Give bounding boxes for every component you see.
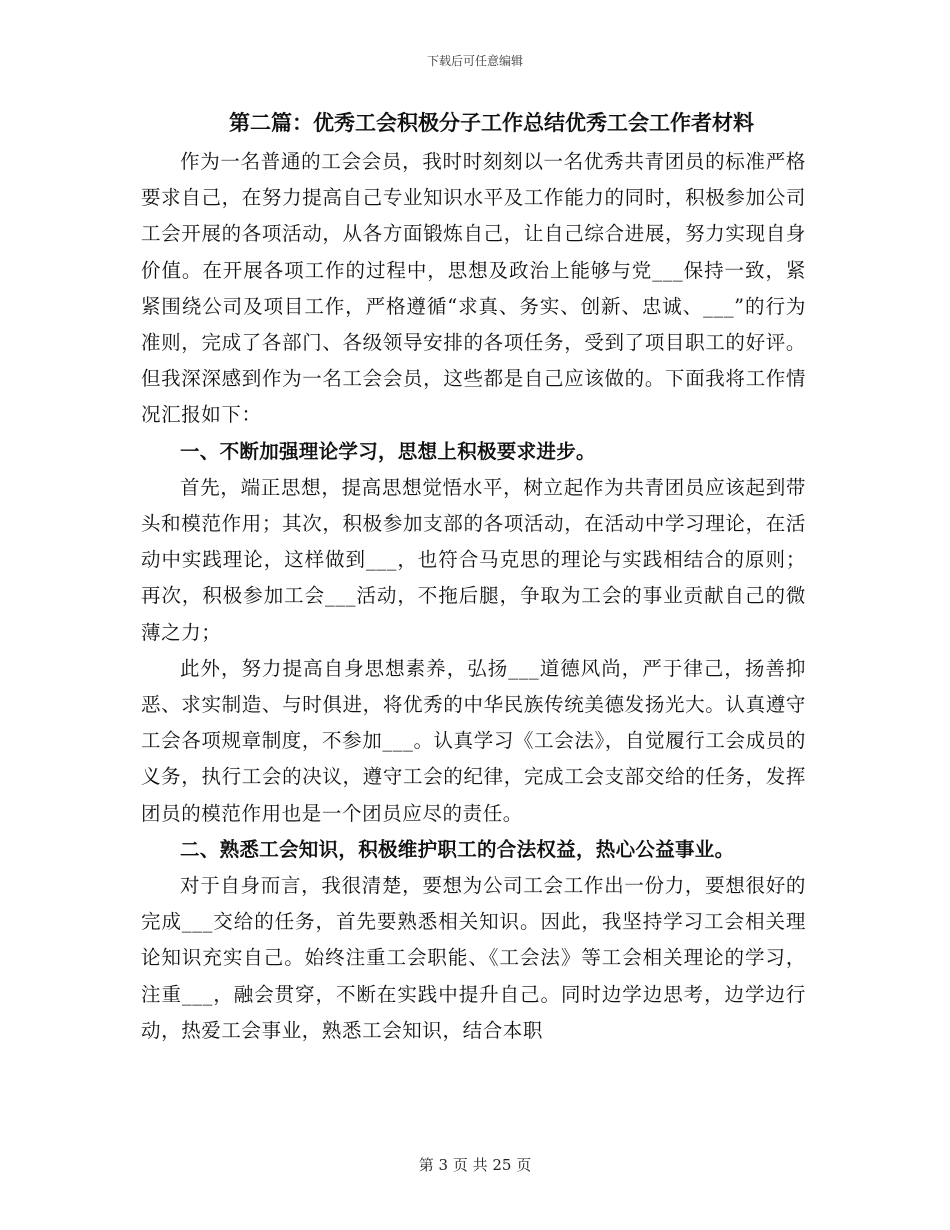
page-footer: 第 3 页 共 25 页 <box>418 1156 532 1174</box>
paragraph-intro: 作为一名普通的工会会员，我时时刻刻以一名优秀共青团员的标准严格要求自己，在努力提高自己专业知识水平及工作能力的同时，积极参加公司工会开展的各项活动，从各方面锻炼自己，让自己综合进展，努力实现自身价值。在开展各项工作的过程中，思想及政治上能够与党___保持一致，紧紧围绕公司及项目工作，严格遵循“求真、务实、创新、忠诚、___”的行为准则，完成了各部门、各级领导安排的各项任务，受到了项目职工的好评。但我深深感到作为一名工会会员，这些都是自己应该做的。下面我将工作情况汇报如下： <box>141 150 806 427</box>
section-heading-2: 二、熟悉工会知识，积极维护职工的合法权益，热心公益事业。 <box>180 837 735 861</box>
paragraph-section1-a: 首先，端正思想，提高思想觉悟水平，树立起作为共青团员应该起到带头和模范作用；其次，积极参加支部的各项活动，在活动中学习理论，在活动中实践理论，这样做到___，也符合马克思的理论与实践相结合的原则；再次，积极参加工会___活动，不拖后腿，争取为工会的事业贡献自己的微薄之力； <box>141 475 806 644</box>
document-title: 第二篇：优秀工会积极分子工作总结优秀工会工作者材料 <box>229 110 754 135</box>
paragraph-section1-b: 此外，努力提高自身思想素养，弘扬___道德风尚，严于律己，扬善抑恶、求实制造、与时俱进，将优秀的中华民族传统美德发扬光大。认真遵守工会各项规章制度，不参加___。认真学习《工会法》，自觉履行工会成员的义务，执行工会的决议，遵守工会的纪律，完成工会支部交给的任务，发挥团员的模范作用也是一个团员应尽的责任。 <box>141 656 806 825</box>
document-body <box>141 106 806 1049</box>
page-header: 下载后可任意编辑 <box>426 54 523 68</box>
section-heading-1: 一、不断加强理论学习，思想上积极要求进步。 <box>180 439 596 463</box>
paragraph-section2-a: 对于自身而言，我很清楚，要想为公司工会工作出一份力，要想很好的完成___交给的任务，首先要熟悉相关知识。因此，我坚持学习工会相关理论知识充实自己。始终注重工会职能、《工会法》等工会相关理论的学习，注重___，融会贯穿，不断在实践中提升自己。同时边学边思考，边学边行动，热爱工会事业，熟悉工会知识，结合本职 <box>141 874 806 1042</box>
